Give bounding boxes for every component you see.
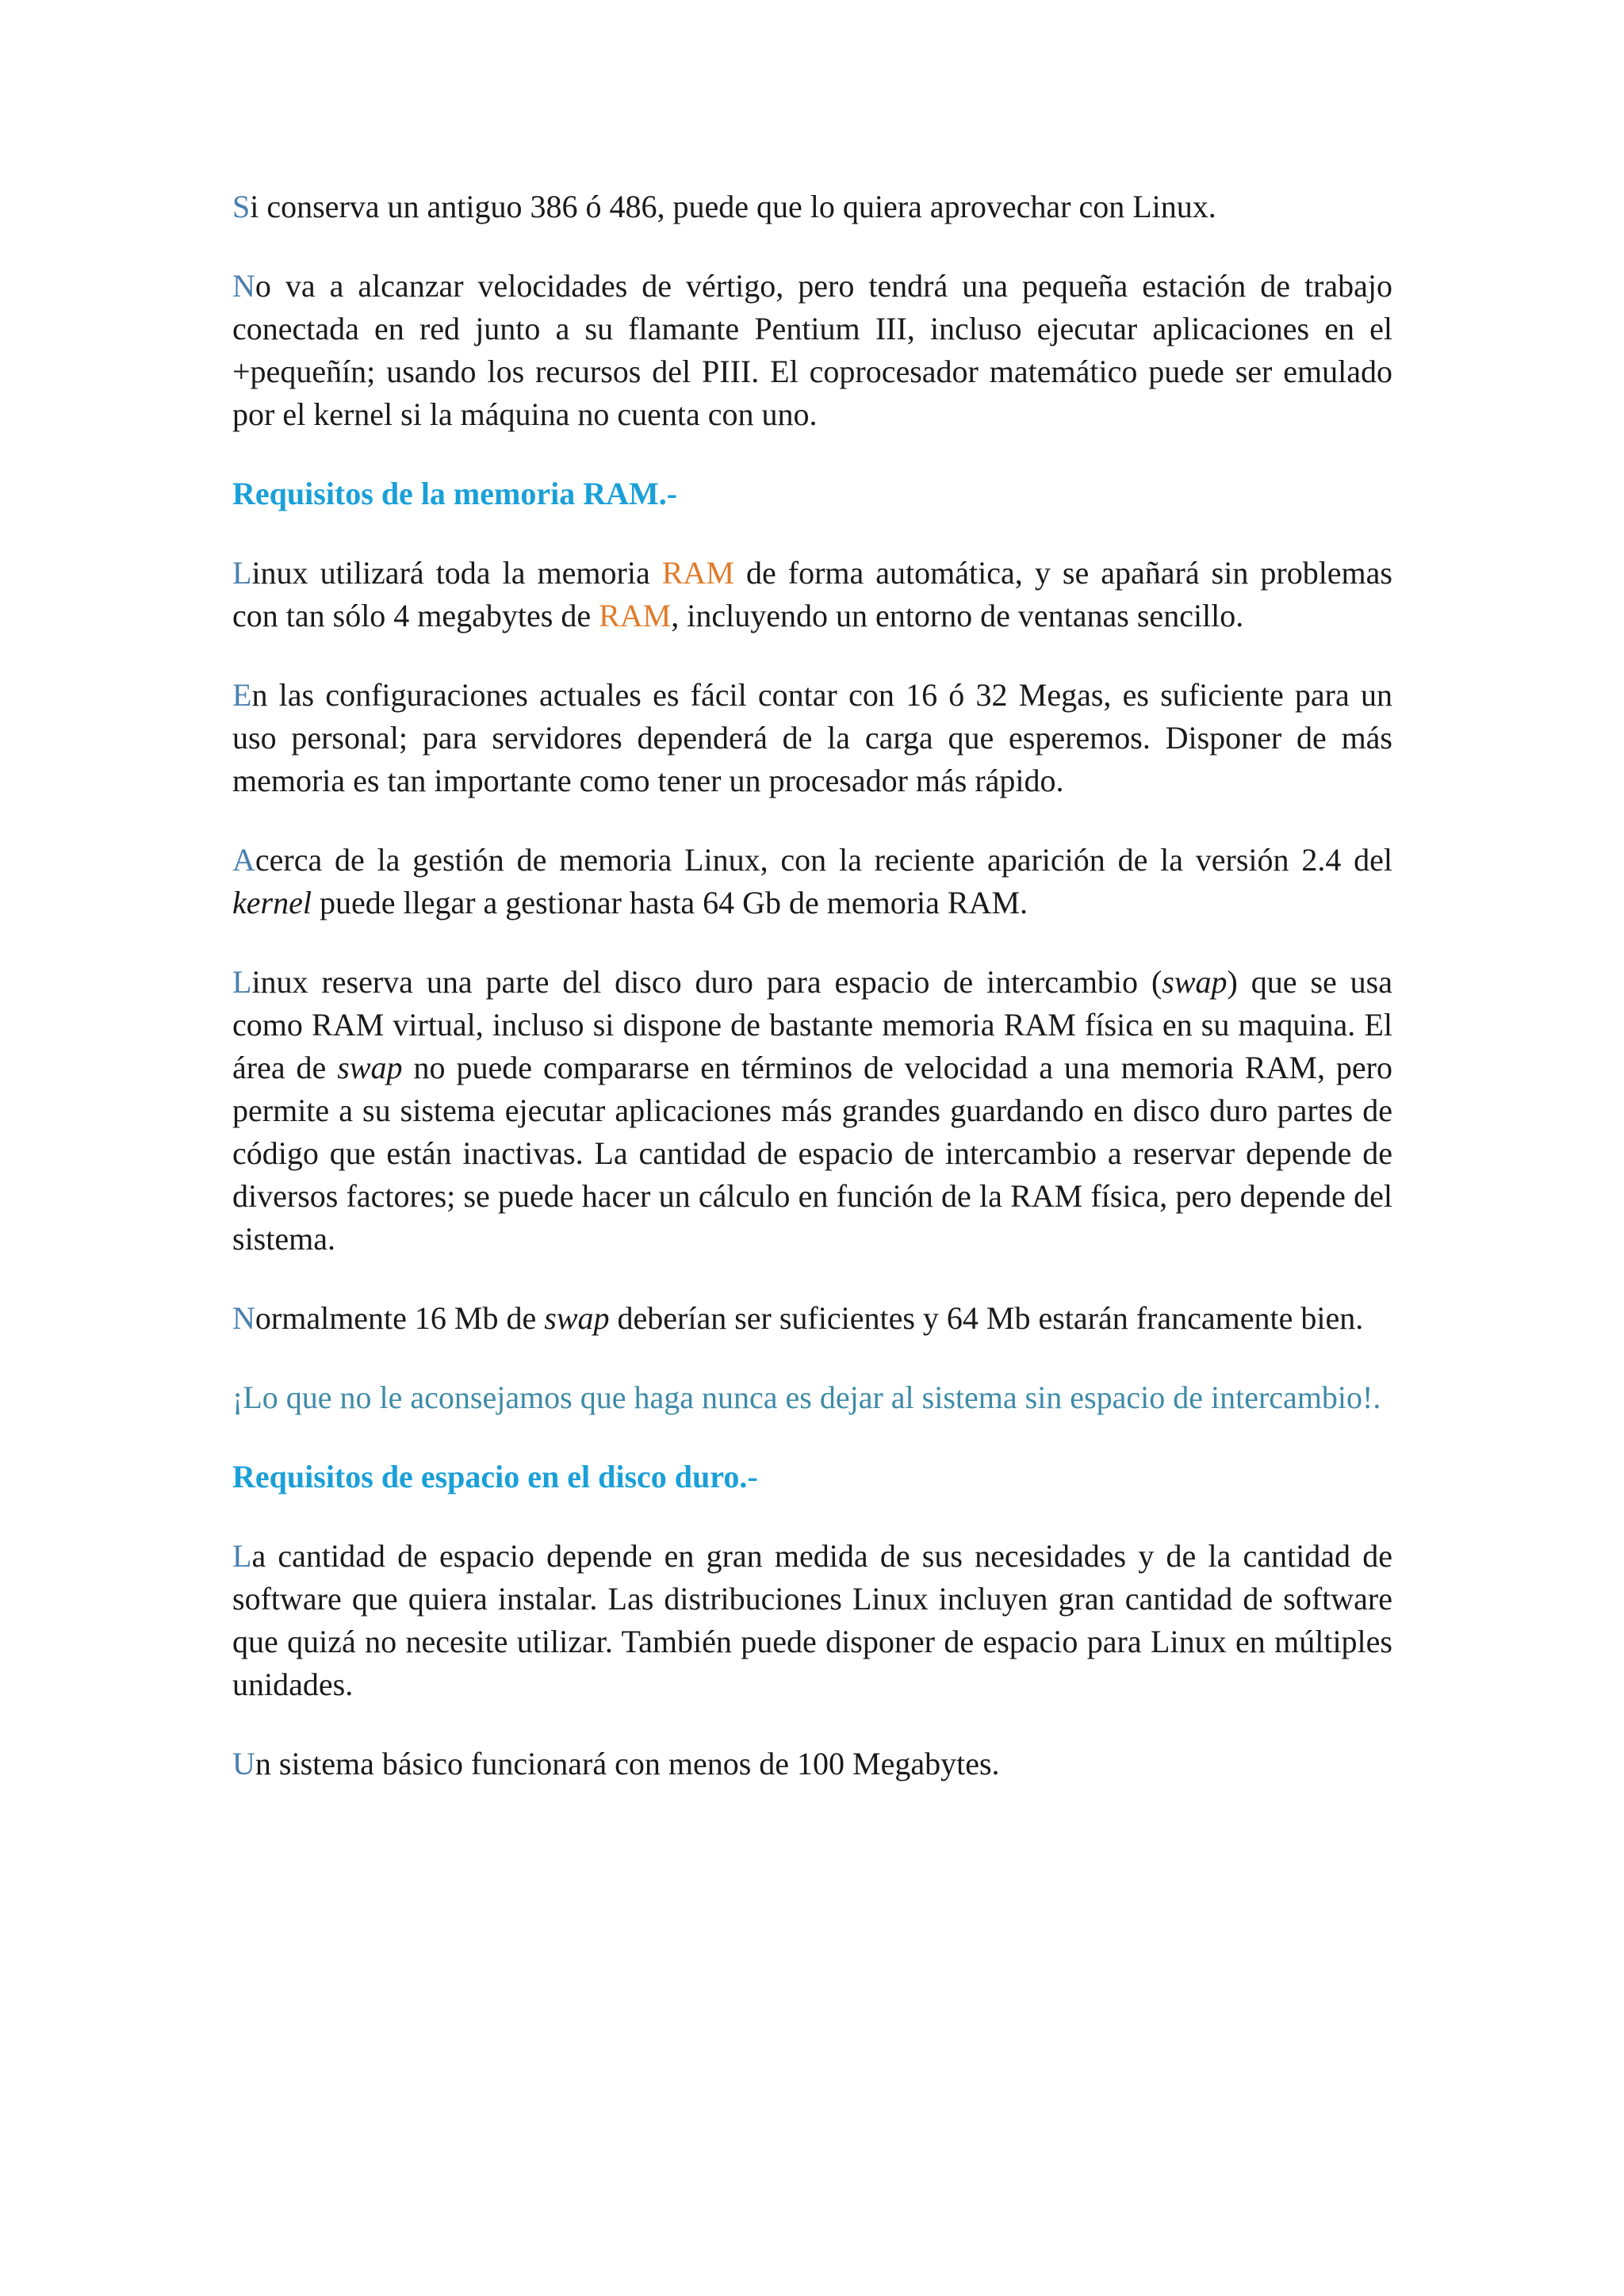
paragraph-ram-usage (232, 552, 1392, 637)
paragraph-old-hardware (232, 186, 1392, 228)
paragraph-text: , incluyendo un entorno de ventanas sencillo. (671, 598, 1244, 633)
paragraph-swap-size (232, 1297, 1392, 1340)
paragraph-text: n sistema básico funcionará con menos de 100 Megabytes. (255, 1746, 1000, 1781)
paragraph-text: ) que se usa como RAM virtual, incluso si dispone de bastante memoria RAM física en su maquina. El área de (232, 964, 1393, 1085)
section-heading-ram: Requisitos de la memoria RAM.- (232, 476, 678, 511)
paragraph-text: i conserva un antiguo 386 ó 486, puede que lo quiera aprovechar con Linux. (250, 189, 1216, 224)
document-body (232, 186, 1392, 1822)
italic-term: swap (337, 1050, 403, 1085)
drop-initial: N (232, 1300, 255, 1336)
drop-initial: L (232, 555, 252, 591)
paragraph-text: n las configuraciones actuales es fácil contar con 16 ó 32 Megas, es suficiente para un uso personal; para servidores dependerá de la carga que esperemos. Disponer de más memoria es tan importante como tener un procesador más rápido. (232, 677, 1392, 798)
paragraph-performance (232, 265, 1392, 436)
swap-warning-note: ¡Lo que no le aconsejamos que haga nunca es dejar al sistema sin espacio de intercambio!. (232, 1380, 1381, 1415)
paragraph-text: ormalmente 16 Mb de (255, 1300, 545, 1336)
drop-initial: U (232, 1746, 255, 1781)
paragraph-text: o va a alcanzar velocidades de vértigo, pero tendrá una pequeña estación de trabajo conectada en red junto a su flamante Pentium III, incluso ejecutar aplicaciones en el +pequeñín; usando los recursos del PIII. El coprocesador matemático puede ser emulado por el kernel si la máquina no cuenta con uno. (232, 268, 1392, 432)
paragraph-basic-system (232, 1743, 1392, 1785)
paragraph-text: de forma automática, y se apañará sin problemas con tan sólo 4 megabytes de (232, 555, 1392, 633)
paragraph-swap-explanation (232, 961, 1392, 1261)
drop-initial: N (232, 268, 255, 304)
section-heading-disk: Requisitos de espacio en el disco duro.- (232, 1459, 758, 1494)
ram-highlight: RAM (661, 555, 734, 591)
paragraph-text: puede llegar a gestionar hasta 64 Gb de memoria RAM. (311, 885, 1028, 920)
paragraph-text: inux reserva una parte del disco duro para espacio de intercambio ( (251, 964, 1162, 1000)
drop-initial: S (232, 189, 251, 224)
paragraph-current-configs (232, 674, 1392, 802)
drop-initial: A (232, 842, 255, 878)
paragraph-text: deberían ser suficientes y 64 Mb estarán francamente bien. (609, 1300, 1364, 1336)
ram-highlight: RAM (599, 598, 672, 633)
italic-term: swap (1162, 964, 1228, 1000)
drop-initial: L (232, 1538, 252, 1574)
paragraph-text: no puede compararse en términos de velocidad a una memoria RAM, pero permite a su sistema ejecutar aplicaciones más grandes guardando en disco duro partes de código que están inactivas. La cantidad de espacio de intercambio a reservar depende de diversos factores; se puede hacer un cálculo en función de la RAM física, pero depende del sistema. (232, 1050, 1392, 1257)
italic-term: swap (544, 1300, 610, 1336)
paragraph-memory-management (232, 839, 1392, 924)
paragraph-text: cerca de la gestión de memoria Linux, con la reciente aparición de la versión 2.4 del (255, 842, 1392, 878)
drop-initial: E (232, 677, 252, 713)
paragraph-text: inux utilizará toda la memoria (251, 555, 662, 591)
drop-initial: L (232, 964, 252, 1000)
paragraph-text: a cantidad de espacio depende en gran medida de sus necesidades y de la cantidad de software que quiera instalar. Las distribuciones Linux incluyen gran cantidad de software que quizá no necesite utilizar. También puede disponer de espacio para Linux en múltiples unidades. (232, 1538, 1392, 1702)
paragraph-disk-space (232, 1535, 1392, 1706)
italic-term: kernel (232, 885, 312, 920)
